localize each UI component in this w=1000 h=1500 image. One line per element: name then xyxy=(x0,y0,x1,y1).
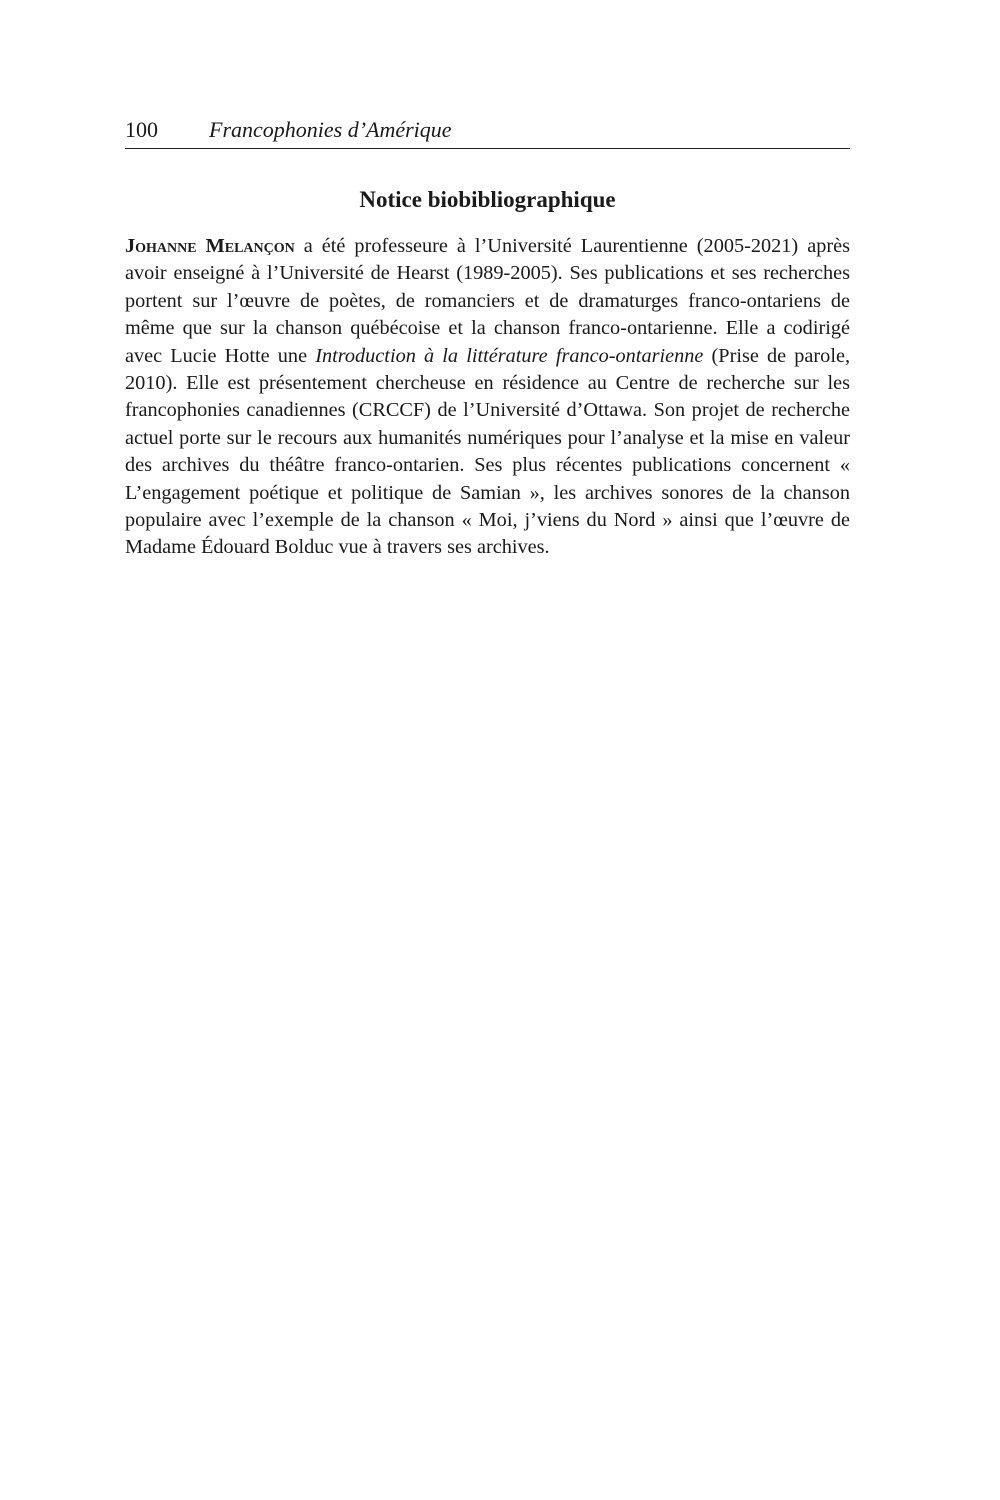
bio-paragraph xyxy=(125,233,850,562)
page-number: 100 xyxy=(125,117,158,142)
book-title: Introduction à la littérature franco-ontarienne xyxy=(315,344,704,367)
author-name: Johanne Melançon xyxy=(125,235,295,257)
journal-title: Francophonies d’Amérique xyxy=(209,117,452,142)
bio-text-part-2: (Prise de parole, 2010). Elle est présentement chercheuse en résidence au Centre de recherche sur les francophonies canadiennes (CRCCF) de l’Université d’Ottawa. Son projet de recherche actuel porte sur le recours aux humanités numériques pour l’analyse et la mise en valeur des archives du théâtre franco-ontarien. Ses plus récentes publications concernent « L’engagement poétique et politique de Samian », les archives sonores de la chanson populaire avec l’exemple de la chanson « Moi, j’viens du Nord » ainsi que l’œuvre de Madame Édouard Bolduc vue à travers ses archives. xyxy=(125,344,851,559)
section-title: Notice biobibliographique xyxy=(359,187,616,212)
bio-text-part-1: a été professeure à l’Université Laurentienne (2005-2021) après avoir enseigné à l’Université de Hearst (1989-2005). Ses publications et ses recherches portent sur l’œuvre de poètes, de romanciers et de dramaturges franco-ontariens de même que sur la chanson québécoise et la chanson franco-ontarienne. Elle a codirigé avec Lucie Hotte une xyxy=(125,235,850,367)
running-header xyxy=(125,112,850,149)
